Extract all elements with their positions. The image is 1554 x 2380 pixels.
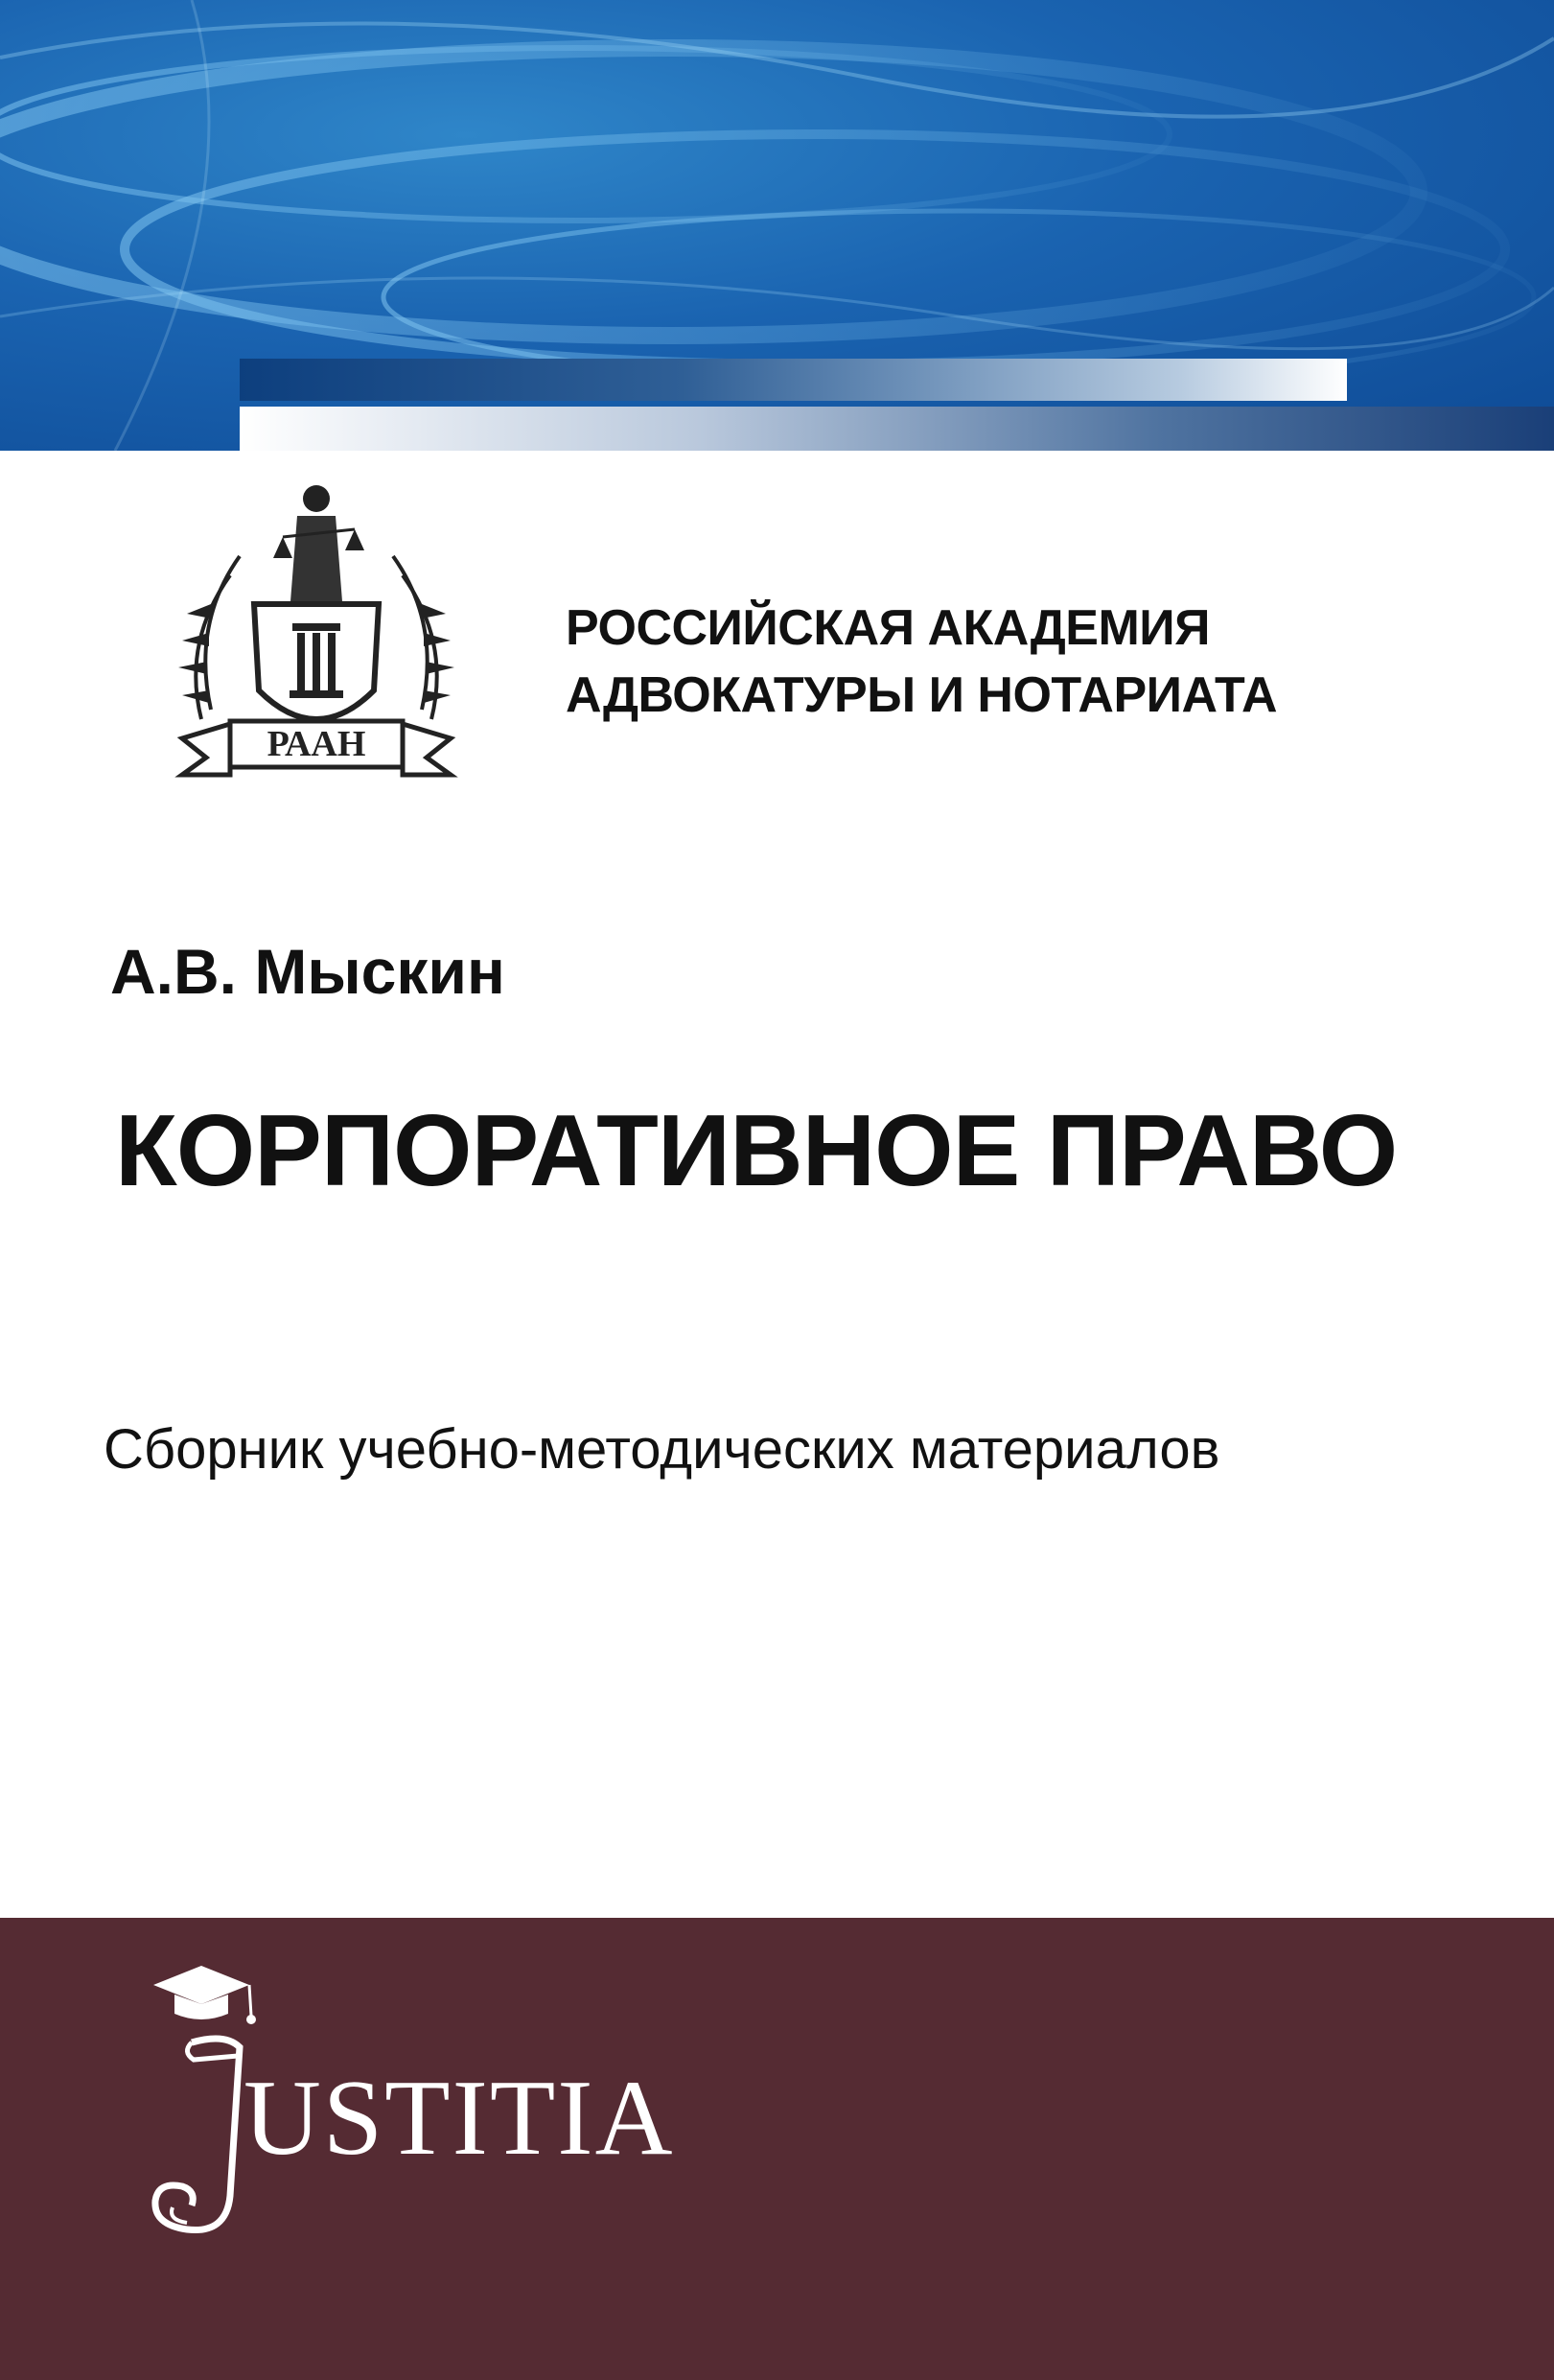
- emblem-abbreviation: РААН: [267, 724, 366, 764]
- organization-line-2: АДВОКАТУРЫ И НОТАРИАТА: [566, 667, 1278, 723]
- organization-name: [566, 595, 1294, 729]
- raan-emblem-logo: [173, 470, 460, 801]
- author-name: А.В. Мыскин: [110, 936, 505, 1007]
- lower-gradient-stripe: [240, 407, 1554, 451]
- top-gradient-stripe: [240, 359, 1347, 401]
- organization-line-1: РОССИЙСКАЯ АКАДЕМИЯ: [566, 600, 1211, 656]
- book-title: КОРПОРАТИВНОЕ ПРАВО: [115, 1094, 1398, 1207]
- publisher-name: USTITIA: [244, 2059, 675, 2178]
- book-subtitle: Сборник учебно-методических материалов: [104, 1418, 1220, 1481]
